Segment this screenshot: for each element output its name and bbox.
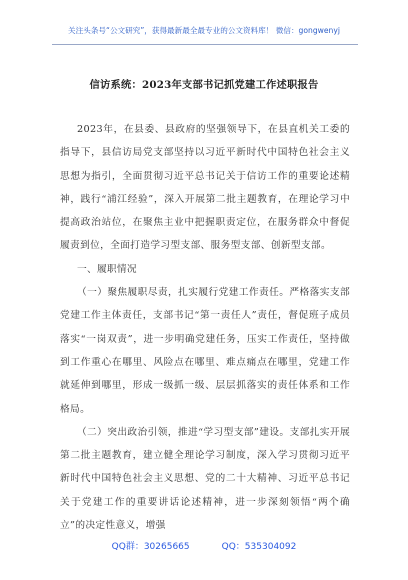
document-title: 信访系统：2023年支部书记抓党建工作述职报告 bbox=[89, 79, 319, 91]
header-note: 关注头条号“公文研究”，获得最新最全最专业的公文资料库！ 微信：gongwenyj bbox=[68, 26, 340, 35]
paragraph-intro: 2023年，在县委、县政府的坚强领导下，在县直机关工委的指导下，县信访局党支部坚持以习近平新时代中国特色社会主义思想为指引，全面贯彻习近平总书记关于信访工作的重要论述精神，践行“浦江经验”，深入开展第二批主题教育，在理论学习中提高政治站位，在聚焦主业中把握职责定位，在服务群众中督促履责到位，全面打造学习型支部、服务型支部、创新型支部。 bbox=[60, 124, 350, 252]
footer-contacts bbox=[0, 539, 408, 552]
footer-qq-group: QQ群：30265665 bbox=[111, 542, 190, 552]
header-divider bbox=[52, 44, 358, 45]
paragraph-responsibility: （一）聚焦履职尽责，扎实履行党建工作责任。严格落实支部党建工作主体责任，支部书记“第一责任人”责任，督促班子成员落实“一岗双责”，进一步明确党建任务，压实工作责任，坚持做到工作重心在哪里、风险点在哪里、难点痛点在哪里，党建工作就延伸到哪里，形成一级抓一级、层层抓落实的责任体系和工作格局。 bbox=[60, 287, 350, 415]
paragraph-political-guidance: （二）突出政治引领，推进“学习型支部”建设。支部扎实开展第二批主题教育，建立健全理论学习制度，深入学习贯彻习近平新时代中国特色社会主义思想、党的二十大精神、习近平总书记关于党建工作的重要讲话论述精神，进一步深刻领悟“两个确立”的决定性意义，增强 bbox=[60, 426, 350, 532]
footer-qq: QQ：535304092 bbox=[221, 542, 297, 552]
document-body bbox=[60, 118, 350, 537]
section-heading-performance: 一、履职情况 bbox=[76, 263, 137, 275]
